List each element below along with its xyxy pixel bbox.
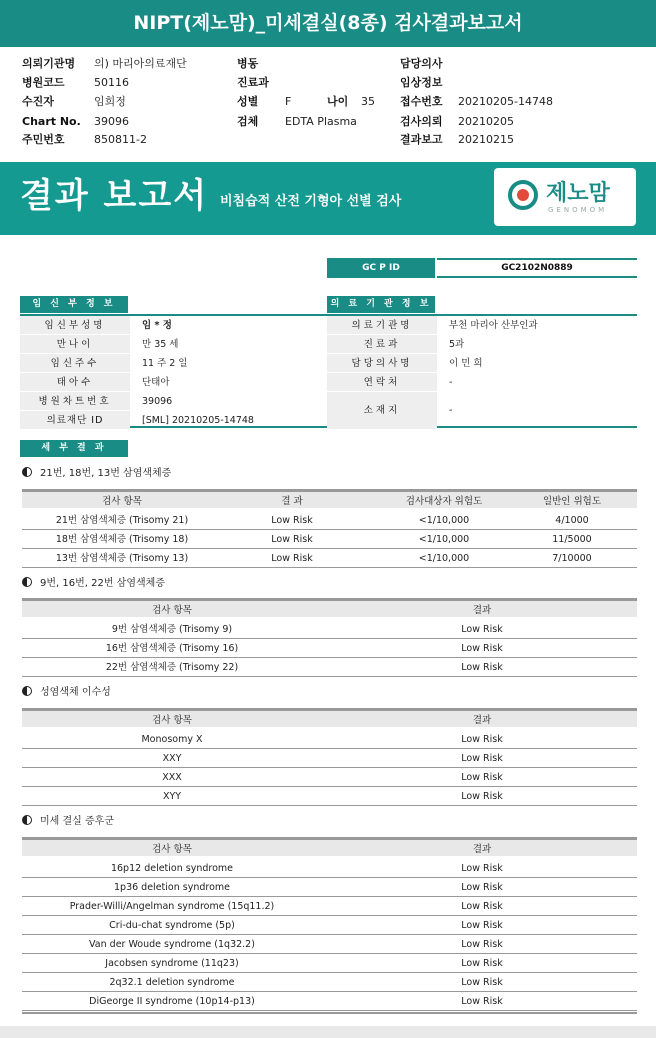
table-row — [22, 787, 637, 806]
sex-chromosome-table — [22, 708, 637, 807]
info-row — [20, 316, 327, 335]
row-result: Low Risk — [461, 791, 503, 802]
row-result: Low Risk — [461, 734, 503, 745]
info-row — [327, 316, 637, 335]
table-row — [22, 658, 637, 677]
header-row — [400, 113, 514, 131]
info-value: 39096 — [142, 396, 173, 407]
info-row — [20, 335, 327, 354]
header-row — [237, 113, 357, 131]
header-cell: 일반인 위험도 — [542, 496, 602, 507]
info-value: [SML] 20210205-14748 — [142, 415, 254, 426]
header-row — [237, 55, 285, 73]
header-info — [0, 52, 656, 162]
info-value: 단태아 — [142, 377, 170, 388]
section-title-text: 성염색체 이수성 — [40, 687, 111, 698]
table-row — [22, 549, 637, 568]
info-row — [327, 373, 637, 392]
age-value: 35 — [361, 95, 375, 108]
section-title-text: 21번, 18번, 13번 삼염색체증 — [40, 468, 172, 479]
header-value: 의) 마리아의료재단 — [94, 57, 187, 70]
row-result: Low Risk — [461, 977, 503, 988]
header-row — [237, 74, 285, 92]
row-subject-risk: <1/10,000 — [418, 553, 470, 564]
header-label: 검체 — [237, 115, 259, 128]
trisomy-other-table — [22, 598, 637, 678]
report-title: NIPT(제노맘)_미세결실(8종) 검사결과보고서 — [133, 12, 523, 34]
info-key: 태아수 — [20, 373, 130, 392]
header-row — [22, 93, 126, 111]
banner-title: 결과 보고서 — [20, 176, 209, 216]
info-row — [327, 354, 637, 373]
info-row — [20, 411, 327, 430]
row-result: Low Risk — [271, 534, 313, 545]
logo-mark-icon — [508, 180, 538, 210]
row-result: Low Risk — [461, 958, 503, 969]
header-row — [400, 93, 553, 111]
gcp-id-label: GC P ID — [327, 258, 435, 278]
table-header — [22, 837, 637, 856]
header-cell: 결 과 — [281, 496, 303, 507]
table-row — [22, 954, 637, 973]
row-item: Prader-Willi/Angelman syndrome (15q11.2) — [69, 901, 275, 912]
header-label: 의뢰기관명 — [22, 57, 76, 70]
header-value: 임희정 — [94, 95, 126, 108]
section-title-text: 9번, 16번, 22번 삼염색체증 — [40, 578, 165, 589]
half-circle-icon — [22, 815, 32, 825]
info-row — [20, 392, 327, 411]
header-label: 주민번호 — [22, 133, 65, 146]
header-value: 50116 — [94, 76, 129, 89]
info-key: 임신주수 — [20, 354, 130, 373]
row-result: Low Risk — [461, 643, 503, 654]
row-item: 22번 삼염색체증 (Trisomy 22) — [105, 662, 239, 673]
row-item: XXY — [162, 753, 182, 764]
header-label: 병동 — [237, 57, 259, 70]
row-item: Cri-du-chat syndrome (5p) — [109, 920, 235, 931]
info-value: - — [449, 405, 453, 416]
row-item: DiGeorge II syndrome (10p14-p13) — [89, 996, 255, 1007]
row-subject-risk: <1/10,000 — [418, 534, 470, 545]
table-row — [22, 620, 637, 639]
row-result: Low Risk — [461, 901, 503, 912]
info-row — [327, 392, 637, 430]
info-key: 의료기관명 — [327, 316, 437, 335]
header-label: Chart No. — [22, 115, 81, 128]
header-value: EDTA Plasma — [285, 115, 357, 128]
info-key: 병원차트번호 — [20, 392, 130, 411]
header-label: 접수번호 — [400, 95, 443, 108]
detail-results-tag: 세 부 결 과 — [20, 440, 128, 457]
header-value: 39096 — [94, 115, 129, 128]
info-key: 담당의사명 — [327, 354, 437, 373]
row-result: Low Risk — [461, 996, 503, 1007]
section-title — [22, 814, 114, 830]
header-row — [22, 55, 187, 73]
info-key: 소재지 — [327, 392, 437, 430]
half-circle-icon — [22, 686, 32, 696]
table-row — [22, 916, 637, 935]
header-label: 결과보고 — [400, 133, 443, 146]
table-row — [22, 511, 637, 530]
header-cell: 검사 항목 — [152, 715, 192, 726]
hospital-info-table — [327, 314, 637, 428]
gcp-id-value: GC2102N0889 — [437, 258, 637, 278]
row-item: 16번 삼염색체증 (Trisomy 16) — [105, 643, 239, 654]
header-cell: 검사 항목 — [102, 496, 142, 507]
row-result: Low Risk — [271, 515, 313, 526]
header-cell: 결과 — [472, 715, 492, 726]
table-header — [22, 708, 637, 727]
half-circle-icon — [22, 467, 32, 477]
age-label: 나이 — [327, 95, 349, 108]
header-label: 임상정보 — [400, 76, 443, 89]
header-label: 진료과 — [237, 76, 269, 89]
table-row — [22, 639, 637, 658]
row-general-risk: 11/5000 — [552, 534, 592, 545]
info-row — [327, 335, 637, 354]
section-title — [22, 685, 111, 701]
table-row — [22, 897, 637, 916]
header-cell: 결과 — [472, 605, 492, 616]
header-row — [22, 113, 129, 131]
row-result: Low Risk — [461, 920, 503, 931]
table-row — [22, 878, 637, 897]
header-value: 20210215 — [458, 133, 514, 146]
hospital-info-tag: 의 료 기 관 정 보 — [327, 296, 435, 313]
banner-subtitle: 비침습적 산전 기형아 선별 검사 — [220, 194, 402, 209]
report-title-bar — [0, 0, 656, 47]
info-value: 만 35 세 — [142, 339, 179, 350]
row-general-risk: 7/10000 — [552, 553, 592, 564]
header-value: 20210205-14748 — [458, 95, 553, 108]
row-result: Low Risk — [271, 553, 313, 564]
row-result: Low Risk — [461, 753, 503, 764]
section-title-text: 미세 결실 증후군 — [40, 816, 114, 827]
info-value: 임 * 정 — [142, 320, 172, 331]
logo-text: 제노맘 — [546, 181, 610, 206]
info-key: 임신부성명 — [20, 316, 130, 335]
info-row — [20, 354, 327, 373]
header-cell: 검사 항목 — [152, 605, 192, 616]
info-value: 이 민 희 — [449, 358, 483, 369]
header-value: F — [285, 95, 292, 108]
section-title — [22, 576, 165, 592]
row-item: Jacobsen syndrome (11q23) — [105, 958, 239, 969]
table-row — [22, 973, 637, 992]
row-subject-risk: <1/10,000 — [418, 515, 470, 526]
table-row — [22, 992, 637, 1011]
header-cell: 검사 항목 — [152, 844, 192, 855]
table-row — [22, 768, 637, 787]
header-label: 담당의사 — [400, 57, 443, 70]
info-value: - — [449, 377, 453, 388]
row-item: 1p36 deletion syndrome — [114, 882, 230, 893]
pregnant-info-table — [20, 314, 327, 428]
row-result: Low Risk — [461, 882, 503, 893]
header-label: 성별 — [237, 95, 259, 108]
table-header — [22, 489, 637, 508]
header-row — [400, 131, 514, 149]
header-row — [237, 93, 291, 111]
bottom-divider — [22, 1012, 637, 1014]
row-item: XYY — [162, 791, 182, 802]
pregnant-info-tag: 임 신 부 정 보 — [20, 296, 128, 313]
header-cell: 결과 — [472, 844, 492, 855]
row-item: 13번 삼염색체증 (Trisomy 13) — [55, 553, 189, 564]
header-label: 검사의뢰 — [400, 115, 443, 128]
row-item: 2q32.1 deletion syndrome — [109, 977, 235, 988]
header-value: 850811-2 — [94, 133, 147, 146]
table-row — [22, 859, 637, 878]
info-row — [20, 373, 327, 392]
trisomy-main-table — [22, 489, 637, 569]
info-value: 5과 — [449, 339, 465, 350]
section-title — [22, 466, 171, 482]
header-cell: 검사대상자 위험도 — [405, 496, 483, 507]
header-row — [22, 131, 147, 149]
table-header — [22, 598, 637, 617]
row-result: Low Risk — [461, 939, 503, 950]
row-result: Low Risk — [461, 863, 503, 874]
info-value: 부천 마리아 산부인과 — [449, 320, 538, 331]
table-row — [22, 530, 637, 549]
header-row — [400, 55, 458, 73]
row-result: Low Risk — [461, 662, 503, 673]
row-item: Monosomy X — [141, 734, 203, 745]
row-item: XXX — [162, 772, 182, 783]
genomom-logo — [494, 168, 636, 226]
row-item: 9번 삼염색체증 (Trisomy 9) — [111, 624, 233, 635]
row-result: Low Risk — [461, 772, 503, 783]
logo-subtext: GENOMOM — [548, 206, 608, 214]
header-label: 병원코드 — [22, 76, 65, 89]
header-value: 20210205 — [458, 115, 514, 128]
header-row — [327, 93, 375, 111]
info-key: 의료재단 ID — [20, 411, 130, 430]
table-row — [22, 935, 637, 954]
header-row — [400, 74, 458, 92]
table-row — [22, 749, 637, 768]
header-label: 수진자 — [22, 95, 54, 108]
report-banner — [0, 162, 656, 235]
row-result: Low Risk — [461, 624, 503, 635]
info-key: 연락처 — [327, 373, 437, 392]
info-key: 만나이 — [20, 335, 130, 354]
row-item: 16p12 deletion syndrome — [110, 863, 234, 874]
row-item: 21번 삼염색체증 (Trisomy 21) — [55, 515, 189, 526]
microdeletion-table — [22, 837, 637, 1012]
info-key: 진료과 — [327, 335, 437, 354]
page-bottom-strip — [0, 1026, 656, 1038]
header-row — [22, 74, 129, 92]
row-general-risk: 4/1000 — [555, 515, 589, 526]
row-item: 18번 삼염색체증 (Trisomy 18) — [55, 534, 189, 545]
row-item: Van der Woude syndrome (1q32.2) — [89, 939, 255, 950]
table-row — [22, 730, 637, 749]
half-circle-icon — [22, 577, 32, 587]
info-value: 11 주 2 일 — [142, 358, 188, 369]
